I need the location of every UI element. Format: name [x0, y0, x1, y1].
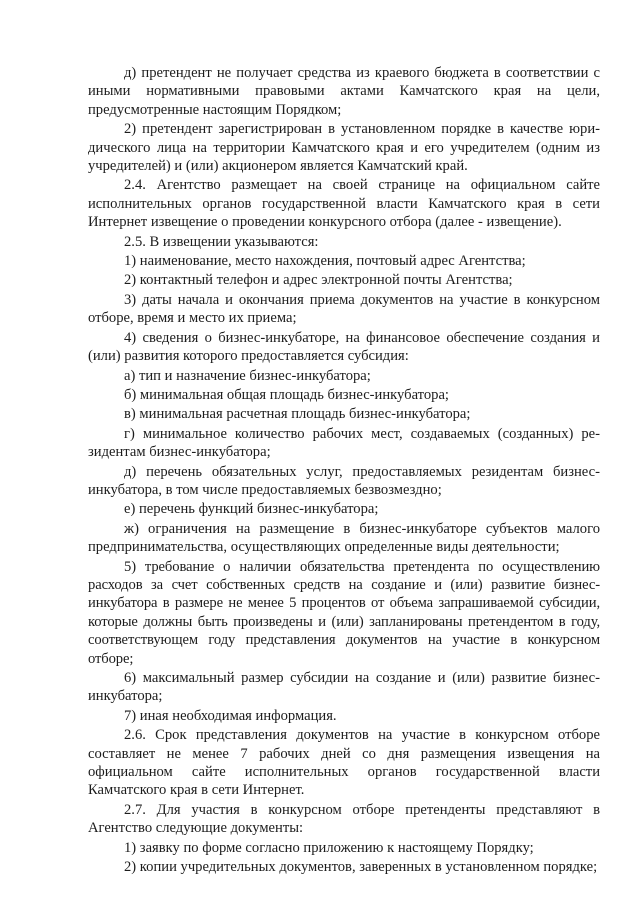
paragraph: 2) копии учредительных документов, заверенных в установленном порядке;: [124, 859, 598, 876]
document-body: [88, 64, 600, 877]
paragraph: 3) даты начала и окончания приема документов на участие в конкурсном отборе, время и место их приема;: [88, 291, 600, 327]
paragraph: д) перечень обязательных услуг, предоставляемых резидентам бизнес-инкубатора, в том числе предоставляемых безвозмездно;: [88, 463, 600, 498]
paragraph: 5) требование о наличии обязательства претендента по осуществлению расходов за счет собственных средств на создание и (или) развитие бизнес-инкубатора в размере не менее 5 процентов от объема запрашиваемой субсидии, которые должны быть произведены и (или) запланированы претендентом в году, соответствующем году представления документов на участие в конкурсном отборе;: [88, 558, 600, 667]
paragraph: 7) иная необходимая информация.: [124, 707, 337, 724]
paragraph: 2) претендент зарегистрирован в установленном порядке в качестве юридического лица на территории Камчатского края и его учредителем (одним из учредителей) и (или) акционером является Камчатский край.: [88, 121, 600, 175]
paragraph: 1) наименование, место нахождения, почтовый адрес Агентства;: [124, 253, 526, 270]
paragraph: ж) ограничения на размещение в бизнес-инкубаторе субъектов малого предпринимательства, осуществляющих определенные виды деятельности;: [88, 520, 600, 556]
paragraph: 6) максимальный размер субсидии на создание и (или) развитие бизнес-инкубатора;: [88, 670, 600, 705]
paragraph: 2.7. Для участия в конкурсном отборе претенденты представляют в Агентство следующие документы:: [88, 801, 600, 837]
paragraph: е) перечень функций бизнес-инкубатора;: [124, 501, 379, 518]
paragraph: 4) сведения о бизнес-инкубаторе, на финансовое обеспечение создания и (или) развития которого предоставляется субсидия:: [88, 329, 600, 365]
paragraph: б) минимальная общая площадь бизнес-инкубатора;: [124, 386, 449, 403]
paragraph: 1) заявку по форме согласно приложению к настоящему Порядку;: [124, 839, 534, 856]
paragraph: 2.4. Агентство размещает на своей странице на официальном сайте исполнительных органов государственной власти Камчатского края в сети Интернет извещение о проведении конкурсного отбора (далее - извещение).: [88, 177, 600, 231]
paragraph: д) претендент не получает средства из краевого бюджета в соответствии с иными нормативными правовыми актами Камчатского края на цели, предусмотренные настоящим Порядком;: [88, 65, 600, 118]
paragraph: г) минимальное количество рабочих мест, создаваемых (созданных) резидентам бизнес-инкубатора;: [88, 425, 600, 461]
paragraph: а) тип и назначение бизнес-инкубатора;: [124, 367, 371, 384]
paragraph: 2) контактный телефон и адрес электронной почты Агентства;: [124, 272, 513, 289]
paragraph: 2.5. В извещении указываются:: [124, 233, 319, 250]
paragraph: в) минимальная расчетная площадь бизнес-инкубатора;: [124, 406, 471, 423]
paragraph: 2.6. Срок представления документов на участие в конкурсном отборе составляет не менее 7 рабочих дней со дня размещения извещения на официальном сайте исполнительных органов государственной власти Камчатского края в сети Интернет.: [88, 727, 600, 799]
